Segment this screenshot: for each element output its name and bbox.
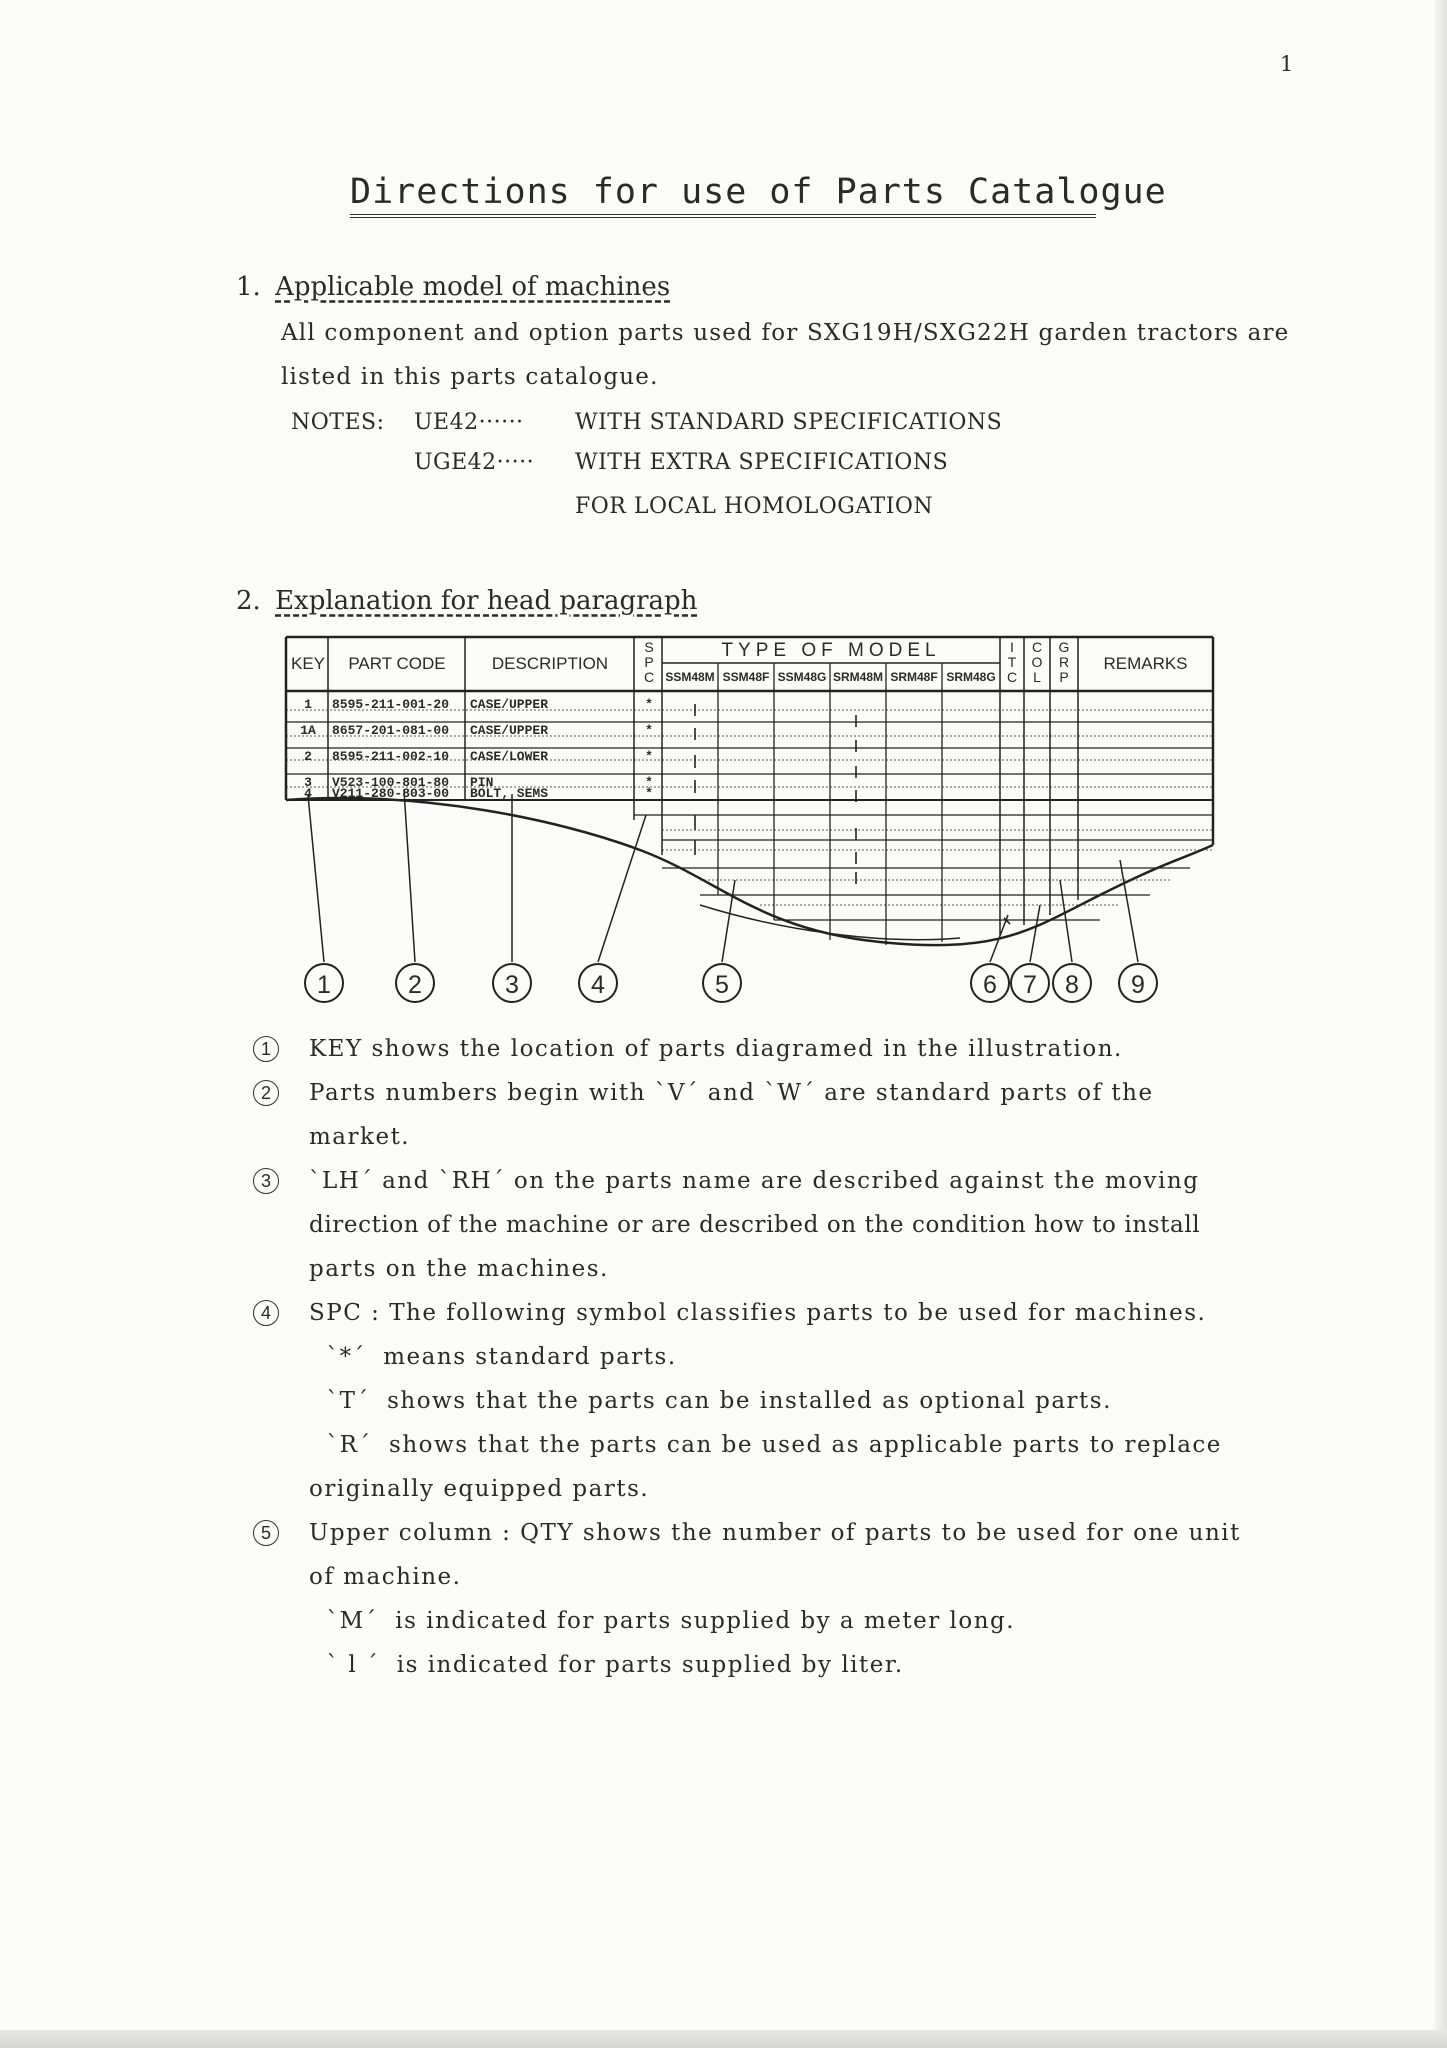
callout-2: 2 [395, 963, 435, 1003]
section-1-number: 1. [236, 272, 261, 302]
explanation-4-line-2: `*´ means standard parts. [309, 1344, 677, 1370]
row-2-code: 8657-201-081-00 [332, 723, 450, 738]
section-1-line-1: All component and option parts used for SXG19H/SXG22H garden tractors are [281, 320, 1290, 346]
header-itc: I T C [1006, 639, 1018, 685]
explanation-mark-3: 3 [253, 1168, 279, 1194]
row-3-spc: * [645, 749, 653, 764]
row-2-desc: CASE/UPPER [470, 723, 549, 738]
notes-label: NOTES: [291, 410, 385, 435]
callout-4: 4 [578, 963, 618, 1003]
row-4-key: 3 [304, 775, 312, 790]
explanation-3-line-3: parts on the machines. [309, 1256, 609, 1282]
explanation-mark-4: 4 [253, 1300, 279, 1326]
section-2-title: Explanation for head paragraph [275, 586, 698, 616]
header-remarks: REMARKS [1103, 654, 1188, 673]
page-title: Directions for use of Parts Catalogue [350, 172, 1096, 218]
explanation-4-line-5: originally equipped parts. [309, 1476, 650, 1502]
explanation-2-line-2: market. [309, 1124, 411, 1150]
note-text-1: WITH STANDARD SPECIFICATIONS [575, 410, 1003, 435]
callout-9: 9 [1118, 963, 1158, 1003]
explanation-5-line-2: of machine. [309, 1564, 462, 1590]
header-grp: G R P [1058, 639, 1070, 685]
header-description: DESCRIPTION [491, 654, 609, 673]
header-key: KEY [290, 654, 326, 673]
row-1-key: 1 [304, 697, 312, 712]
row-4-desc: PIN [470, 775, 494, 790]
explanation-2-line-1: Parts numbers begin with `V´ and `W´ are standard parts of the [309, 1080, 1154, 1106]
callout-1: 1 [304, 963, 344, 1003]
row-5-spc: * [645, 786, 653, 801]
row-3-code: 8595-211-002-10 [332, 749, 450, 764]
section-1-title: Applicable model of machines [275, 272, 671, 302]
explanation-mark-5: 5 [253, 1520, 279, 1546]
row-4-code: V523-100-801-80 [332, 775, 450, 790]
section-1-line-2: listed in this parts catalogue. [281, 364, 659, 390]
model-col-6: SRM48G [946, 670, 996, 684]
callout-3: 3 [492, 963, 532, 1003]
explanation-3-line-1: `LH´ and `RH´ on the parts name are described against the moving [309, 1168, 1200, 1194]
explanation-5-line-3: `M´ is indicated for parts supplied by a meter long. [309, 1608, 1016, 1634]
explanation-1-line-1: KEY shows the location of parts diagramed in the illustration. [309, 1036, 1123, 1062]
explanation-4-line-3: `T´ shows that the parts can be installed as optional parts. [309, 1388, 1112, 1414]
header-type-of-model: TYPE OF MODEL [721, 640, 941, 661]
model-col-5: SRM48F [890, 670, 938, 684]
scan-edge-bottom [0, 2030, 1447, 2048]
header-col: C O L [1031, 639, 1043, 685]
model-col-4: SRM48M [832, 670, 883, 684]
callout-5: 5 [702, 963, 742, 1003]
explanation-4-line-4: `R´ shows that the parts can be used as applicable parts to replace [309, 1432, 1222, 1458]
row-5-desc: BOLT, SEMS [470, 786, 549, 801]
row-3-desc: CASE/LOWER [470, 749, 549, 764]
model-col-1: SSM48M [665, 670, 715, 684]
callout-8: 8 [1052, 963, 1092, 1003]
row-2-spc: * [645, 723, 653, 738]
callout-6: 6 [970, 963, 1010, 1003]
note-text-2: WITH EXTRA SPECIFICATIONS [575, 450, 949, 475]
row-4-spc: * [645, 775, 653, 790]
row-5-key: 4 [304, 786, 312, 801]
callout-7: 7 [1010, 963, 1050, 1003]
explanation-3-line-2: direction of the machine or are described on the condition how to install [309, 1212, 1201, 1238]
page-number: 1 [1280, 52, 1294, 76]
explanation-4-line-1: SPC : The following symbol classifies parts to be used for machines. [309, 1300, 1207, 1326]
header-spc: S P C [643, 639, 655, 685]
explanation-5-line-4: ` l ´ is indicated for parts supplied by liter. [309, 1652, 904, 1678]
note-text-3: FOR LOCAL HOMOLOGATION [575, 494, 934, 519]
explanation-5-line-1: Upper column : QTY shows the number of parts to be used for one unit [309, 1520, 1241, 1546]
explanation-mark-2: 2 [253, 1080, 279, 1106]
header-part-code: PART CODE [348, 654, 446, 673]
row-5-code: V211-280-803-00 [332, 786, 450, 801]
note-code-1: UE42······ [414, 410, 524, 435]
section-2-number: 2. [236, 586, 261, 616]
model-col-2: SSM48F [722, 670, 770, 684]
row-1-code: 8595-211-001-20 [332, 697, 450, 712]
row-2-key: 1A [300, 723, 316, 738]
row-3-key: 2 [304, 749, 312, 764]
model-col-3: SSM48G [777, 670, 827, 684]
note-code-2: UGE42····· [414, 450, 535, 475]
row-1-spc: * [645, 697, 653, 712]
row-1-desc: CASE/UPPER [470, 697, 549, 712]
explanation-mark-1: 1 [253, 1036, 279, 1062]
